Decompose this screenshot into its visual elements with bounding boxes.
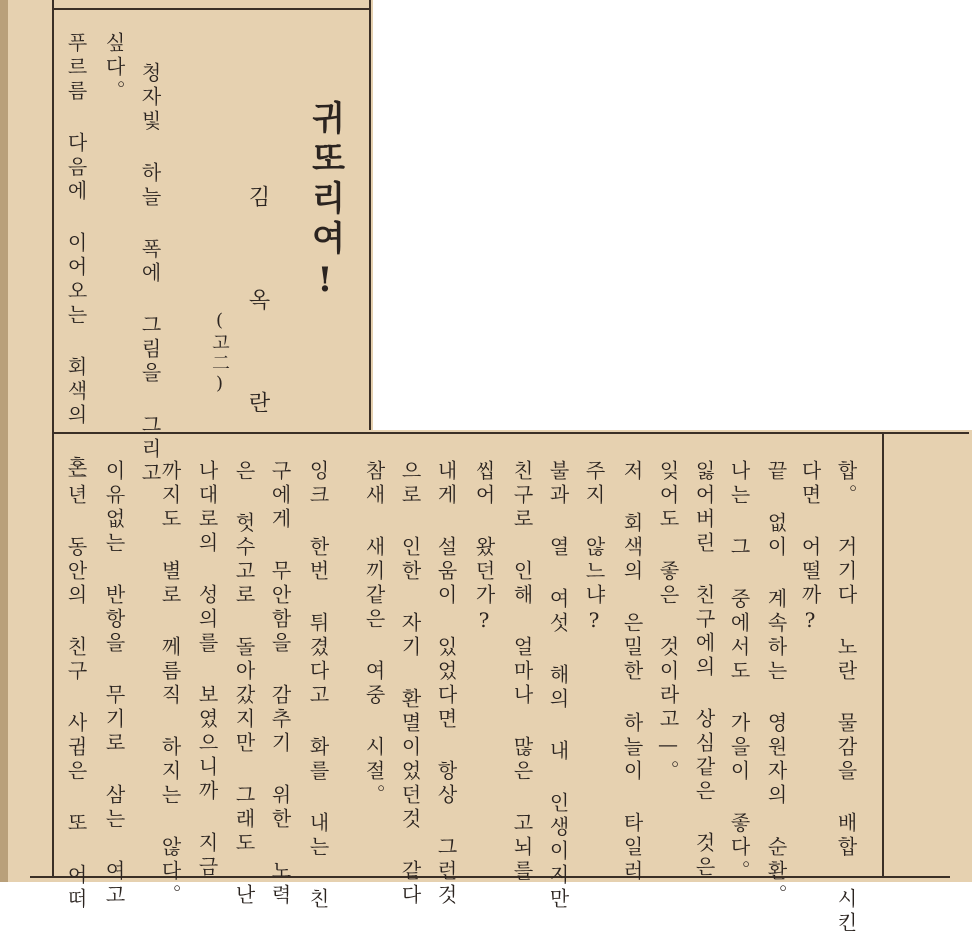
body-column: 이유없는 반항을 무기로 삼는 여고 — [102, 460, 126, 908]
body-column: 나는 그 중에서도 가을이 좋다。 — [727, 460, 751, 884]
body-column: 二년 동안의 친구 사귐은 또 어떠 — [64, 460, 88, 912]
author-grade: (고二) — [209, 310, 230, 396]
body-column: 은 헛수고로 돌아갔지만 그래도 난 — [232, 460, 256, 908]
body-column: 잃어버린 친구에의 상심같은 것은 — [692, 460, 716, 880]
body-column: 푸르름 다음에 이어오는 회색의 혼 — [64, 32, 88, 480]
body-column: 까지도 별로 께름직 하지는 않다。 — [158, 460, 182, 908]
body-column: 나대로의 성의를 보였으니까 지금 — [195, 460, 219, 880]
top-left-vertical-rule — [52, 0, 54, 432]
body-column: 구에게 무안함을 감추기 위한 노력 — [268, 460, 292, 908]
body-column: 친구로 인해 얼마나 많은 고뇌를 — [510, 460, 534, 884]
top-horizontal-rule — [52, 8, 371, 10]
body-column: 잊어도 좋은 것이라고—。 — [656, 460, 680, 784]
body-column: 저 회색의 은밀한 하늘이 타일러 — [620, 460, 644, 884]
article-title: 귀또리여! — [305, 100, 345, 306]
body-column: 주지 않느냐? — [582, 460, 606, 636]
body-column: 씹어 왔던가? — [472, 460, 496, 636]
body-column: 합。 거기다 노란 물감을 배합 시킨 — [834, 460, 858, 936]
body-column: 끝 없이 계속하는 영원자의 순환。 — [764, 460, 788, 908]
body-column: 참새 새끼같은 여중 시절。 — [362, 460, 386, 808]
body-column: 잉크 한번 튀겼다고 화를 내는 친 — [306, 460, 330, 912]
bottom-right-vertical-rule — [882, 432, 884, 878]
section-divider-rule — [52, 432, 969, 434]
body-column: 싶다。 — [102, 32, 126, 104]
body-column: 청자빛 하늘 폭에 그림을 그리고 — [138, 62, 162, 486]
body-column: 다면 어떨까? — [798, 460, 822, 636]
body-column: 으로 인한 자기 환멸이었던것 같다 — [398, 460, 422, 908]
page-edge — [0, 0, 8, 882]
body-column: 내게 설움이 있었다면 항상 그런것 — [434, 460, 458, 908]
body-column: 불과 열 여섯 해의 내 인생이지만 — [546, 460, 570, 912]
bottom-left-vertical-rule — [52, 432, 54, 878]
top-right-vertical-rule — [369, 0, 371, 430]
author-name: 김 옥 란 — [245, 185, 270, 441]
